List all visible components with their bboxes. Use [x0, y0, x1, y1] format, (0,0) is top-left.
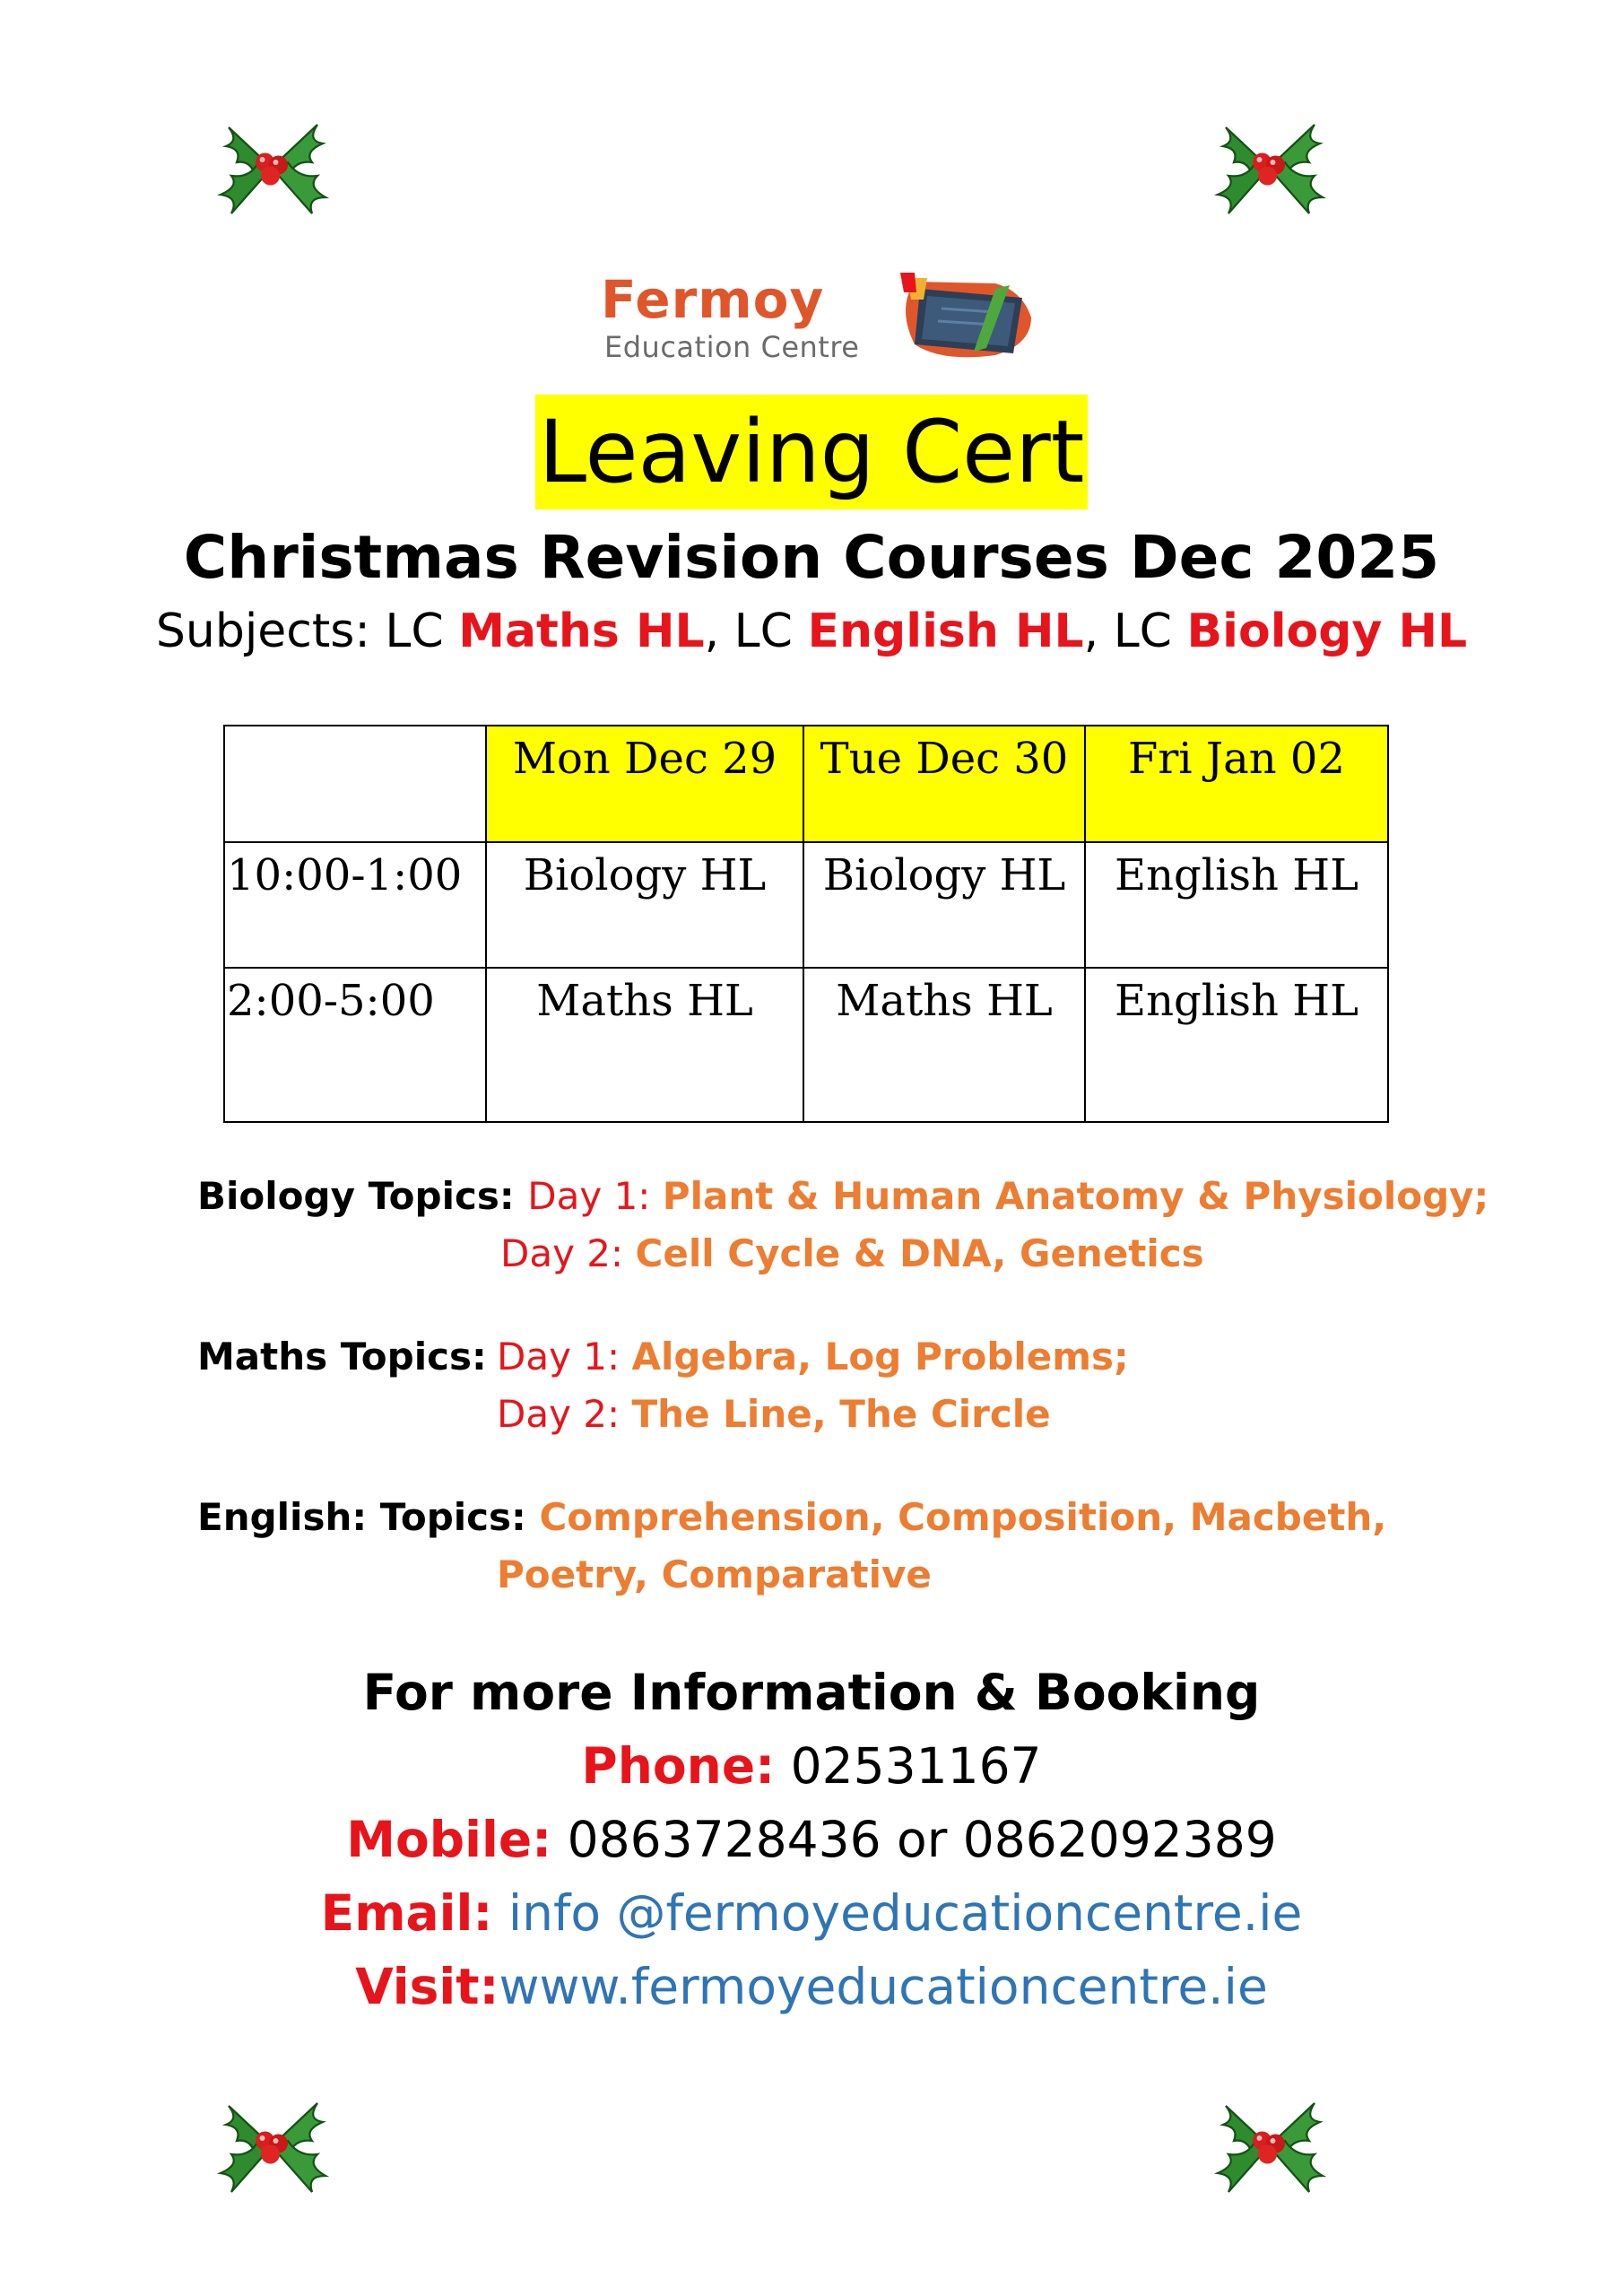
website-link[interactable]: www.fermoyeducationcentre.ie [499, 1958, 1268, 2015]
subjects-line [0, 599, 1623, 664]
table-row [224, 842, 1388, 968]
biology-topics [197, 1168, 1489, 1284]
maths-topics [197, 1328, 1453, 1445]
topic-text: Cell Cycle & DNA, Genetics [635, 1231, 1204, 1275]
logo-name: Fermoy [601, 269, 825, 330]
table-cell: English HL [1085, 968, 1388, 1122]
contact-heading: For more Information & Booking [362, 1664, 1261, 1721]
biology-topics-label: Biology Topics: [197, 1174, 528, 1218]
subjects-sep: , LC [1083, 604, 1187, 658]
phone-line [0, 1729, 1623, 1803]
email-label: Email: [320, 1884, 493, 1942]
logo [601, 269, 1049, 375]
subject-biology: Biology HL [1186, 604, 1468, 658]
time-cell: 10:00-1:00 [224, 842, 486, 968]
logo-subtitle: Education Centre [604, 330, 860, 364]
table-cell: Biology HL [803, 842, 1085, 968]
holly-icon [1202, 100, 1336, 235]
topic-text: Comprehension, Composition, Macbeth, [539, 1495, 1387, 1539]
mobile-line [0, 1803, 1623, 1876]
table-header-row [224, 726, 1388, 842]
topic-text: The Line, The Circle [631, 1392, 1051, 1436]
subhead: Christmas Revision Courses Dec 2025 [183, 523, 1440, 592]
headline-area [0, 395, 1623, 509]
english-topics [197, 1489, 1453, 1605]
table-cell: English HL [1085, 842, 1388, 968]
website-line [0, 1950, 1623, 2023]
table-header-cell: Tue Dec 30 [803, 726, 1085, 842]
table-cell: Maths HL [803, 968, 1085, 1122]
subjects-prefix: Subjects: LC [155, 604, 459, 658]
holly-icon [204, 2079, 339, 2213]
book-pencil-icon [888, 273, 1040, 362]
subject-maths: Maths HL [458, 604, 705, 658]
maths-topics-label: Maths Topics: [197, 1335, 487, 1378]
mobile-numbers: 0863728436 or 0862092389 [551, 1811, 1277, 1868]
table-cell: Biology HL [486, 842, 803, 968]
time-cell: 2:00-5:00 [224, 968, 486, 1122]
day-label: Day 1: [527, 1174, 663, 1218]
holly-icon [1202, 2079, 1336, 2213]
email-line [0, 1876, 1623, 1950]
day-label: Day 1: [497, 1335, 632, 1378]
topic-text: Plant & Human Anatomy & Physiology; [662, 1174, 1489, 1218]
subjects-sep: , LC [704, 604, 808, 658]
headline: Leaving Cert [535, 395, 1089, 509]
day-label: Day 2: [500, 1231, 636, 1275]
table-header-cell [224, 726, 486, 842]
table-header-cell: Mon Dec 29 [486, 726, 803, 842]
mobile-label: Mobile: [346, 1811, 552, 1868]
phone-label: Phone: [581, 1737, 776, 1795]
phone-number: 02531167 [775, 1737, 1042, 1795]
email-link[interactable]: info @fermoyeducationcentre.ie [492, 1884, 1303, 1942]
schedule-table [223, 725, 1389, 1123]
table-header-cell: Fri Jan 02 [1085, 726, 1388, 842]
visit-label: Visit: [355, 1958, 499, 2015]
table-row [224, 968, 1388, 1122]
subject-english: English HL [807, 604, 1084, 658]
table-cell: Maths HL [486, 968, 803, 1122]
day-label: Day 2: [497, 1392, 632, 1436]
topic-text: Poetry, Comparative [497, 1552, 932, 1596]
topic-text: Algebra, Log Problems; [631, 1335, 1129, 1378]
holly-icon [204, 100, 339, 235]
english-topics-label: English: Topics: [197, 1495, 540, 1539]
